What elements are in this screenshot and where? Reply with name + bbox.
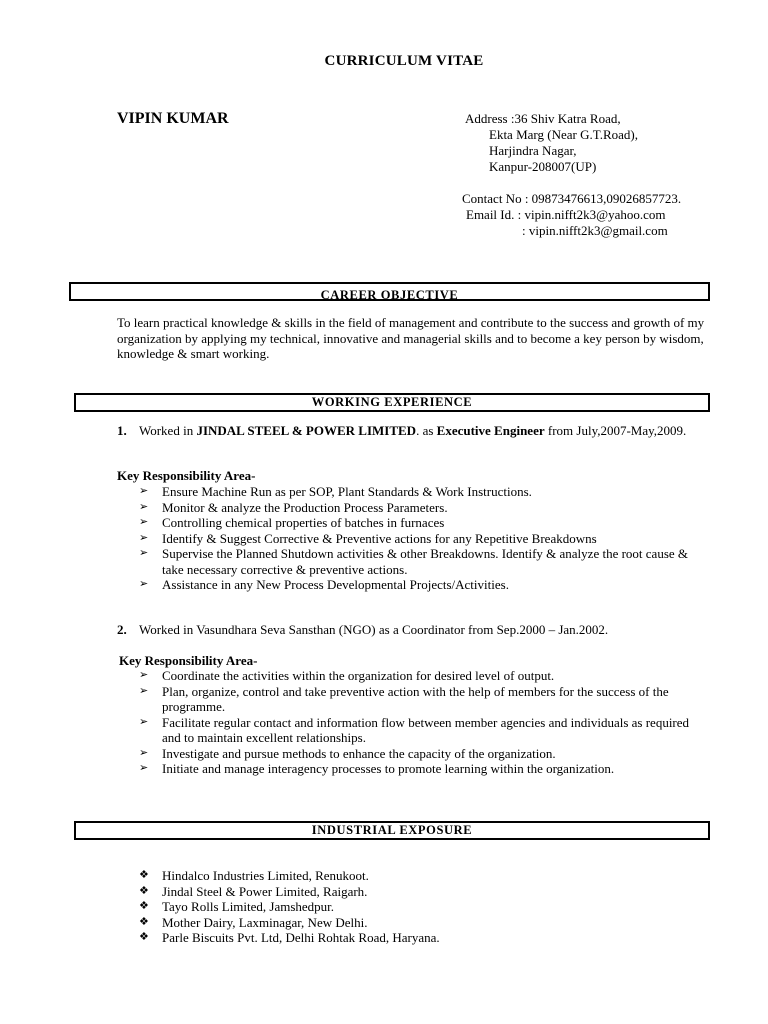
list-item xyxy=(139,915,699,931)
list-item-text: Facilitate regular contact and information flow between member agencies and individuals as required and to maintain excellent relationships. xyxy=(162,714,690,745)
list-item-text: Initiate and manage interagency processes to promote learning within the organization. xyxy=(162,761,615,776)
list-item xyxy=(139,531,699,547)
list-item-text: Investigate and pursue methods to enhance the capacity of the organization. xyxy=(162,745,556,761)
list-item xyxy=(139,761,699,777)
list-item-text: Identify & Suggest Corrective & Preventive actions for any Repetitive Breakdowns xyxy=(162,530,597,546)
list-item xyxy=(139,930,699,946)
arrow-bullet-icon: ➢ xyxy=(139,578,149,590)
arrow-bullet-icon: ➢ xyxy=(139,547,149,559)
address-line-1: Address :36 Shiv Katra Road, xyxy=(465,111,621,126)
list-item-text: Parle Biscuits Pvt. Ltd, Delhi Rohtak Road, Haryana. xyxy=(162,930,440,945)
responsibility-list xyxy=(139,484,699,593)
arrow-bullet-icon: ➢ xyxy=(139,762,149,774)
diamond-bullet-icon: ❖ xyxy=(139,869,149,881)
diamond-bullet-icon: ❖ xyxy=(139,884,149,897)
experience-number: 1. xyxy=(117,423,127,438)
contact-email-2: : vipin.nifft2k3@gmail.com xyxy=(522,223,668,238)
candidate-name: VIPIN KUMAR xyxy=(117,110,229,127)
text: from July,2007-May,2009. xyxy=(544,423,687,438)
list-item xyxy=(139,899,699,915)
section-title: WORKING EXPERIENCE xyxy=(311,395,473,409)
contact-email-1: Email Id. : vipin.nifft2k3@yahoo.com xyxy=(466,207,666,222)
list-item xyxy=(139,715,699,746)
text: Worked in xyxy=(139,423,197,438)
diamond-bullet-icon: ❖ xyxy=(139,915,149,928)
list-item xyxy=(139,546,699,577)
list-item-text: Monitor & analyze the Production Process Parameters. xyxy=(162,499,448,515)
list-item-text: Hindalco Industries Limited, Renukoot. xyxy=(162,868,369,883)
document-title: CURRICULUM VITAE xyxy=(324,53,484,69)
arrow-bullet-icon: ➢ xyxy=(139,485,149,497)
experience-1-summary xyxy=(139,423,699,439)
list-item-text: Supervise the Planned Shutdown activities & other Breakdowns. Identify & analyze the root cause & take necessary corrective & preventive actions. xyxy=(162,546,689,577)
text: . as xyxy=(416,423,437,438)
objective-paragraph: To learn practical knowledge & skills in the field of management and contribute to the success and growth of my organization by applying my technical, innovative and managerial skills and to become a key person by wisdom, knowledge & smart working. xyxy=(117,315,705,361)
list-item-text: Assistance in any New Process Developmental Projects/Activities. xyxy=(162,577,509,592)
list-item-text: Tayo Rolls Limited, Jamshedpur. xyxy=(162,899,335,914)
arrow-bullet-icon: ➢ xyxy=(139,746,149,759)
arrow-bullet-icon: ➢ xyxy=(139,531,149,544)
list-item xyxy=(139,684,699,715)
list-item-text: Plan, organize, control and take preventive action with the help of members for the success of the programme. xyxy=(162,683,669,714)
experience-2-summary: Worked in Vasundhara Seva Sansthan (NGO) as a Coordinator from Sep.2000 – Jan.2002. xyxy=(139,622,609,637)
list-item xyxy=(139,884,699,900)
arrow-bullet-icon: ➢ xyxy=(139,516,149,528)
list-item-text: Controlling chemical properties of batches in furnaces xyxy=(162,515,445,530)
list-item xyxy=(139,868,699,884)
address-line-3: Harjindra Nagar, xyxy=(489,143,577,158)
job-role: Executive Engineer xyxy=(436,423,545,438)
responsibility-list xyxy=(139,668,699,777)
section-title: INDUSTRIAL EXPOSURE xyxy=(311,823,473,837)
list-item-text: Ensure Machine Run as per SOP, Plant Standards & Work Instructions. xyxy=(162,484,532,499)
address-line-4: Kanpur-208007(UP) xyxy=(489,159,597,174)
diamond-bullet-icon: ❖ xyxy=(139,900,149,912)
list-item-text: Jindal Steel & Power Limited, Raigarh. xyxy=(162,883,368,899)
list-item xyxy=(139,500,699,516)
list-item xyxy=(139,484,699,500)
section-header-career-objective xyxy=(69,282,710,301)
arrow-bullet-icon: ➢ xyxy=(139,669,149,681)
contact-phone: Contact No : 09873476613,09026857723. xyxy=(462,191,682,206)
arrow-bullet-icon: ➢ xyxy=(139,684,149,697)
list-item-text: Coordinate the activities within the organization for desired level of output. xyxy=(162,668,555,683)
address-line-2: Ekta Marg (Near G.T.Road), xyxy=(489,127,638,142)
diamond-bullet-icon: ❖ xyxy=(139,931,149,943)
kra-label: Key Responsibility Area- xyxy=(119,653,258,668)
experience-number: 2. xyxy=(117,622,127,637)
arrow-bullet-icon: ➢ xyxy=(139,500,149,513)
list-item xyxy=(139,668,699,684)
industrial-exposure-list xyxy=(139,868,699,946)
section-header-industrial-exposure xyxy=(74,821,710,840)
list-item xyxy=(139,577,699,593)
company-name: JINDAL STEEL & POWER LIMITED xyxy=(196,423,417,438)
list-item-text: Mother Dairy, Laxminagar, New Delhi. xyxy=(162,914,368,930)
section-header-working-experience xyxy=(74,393,710,412)
list-item xyxy=(139,746,699,762)
arrow-bullet-icon: ➢ xyxy=(139,715,149,728)
list-item xyxy=(139,515,699,531)
kra-label: Key Responsibility Area- xyxy=(117,468,256,483)
section-title: CAREER OBJECTIVE xyxy=(320,288,459,301)
